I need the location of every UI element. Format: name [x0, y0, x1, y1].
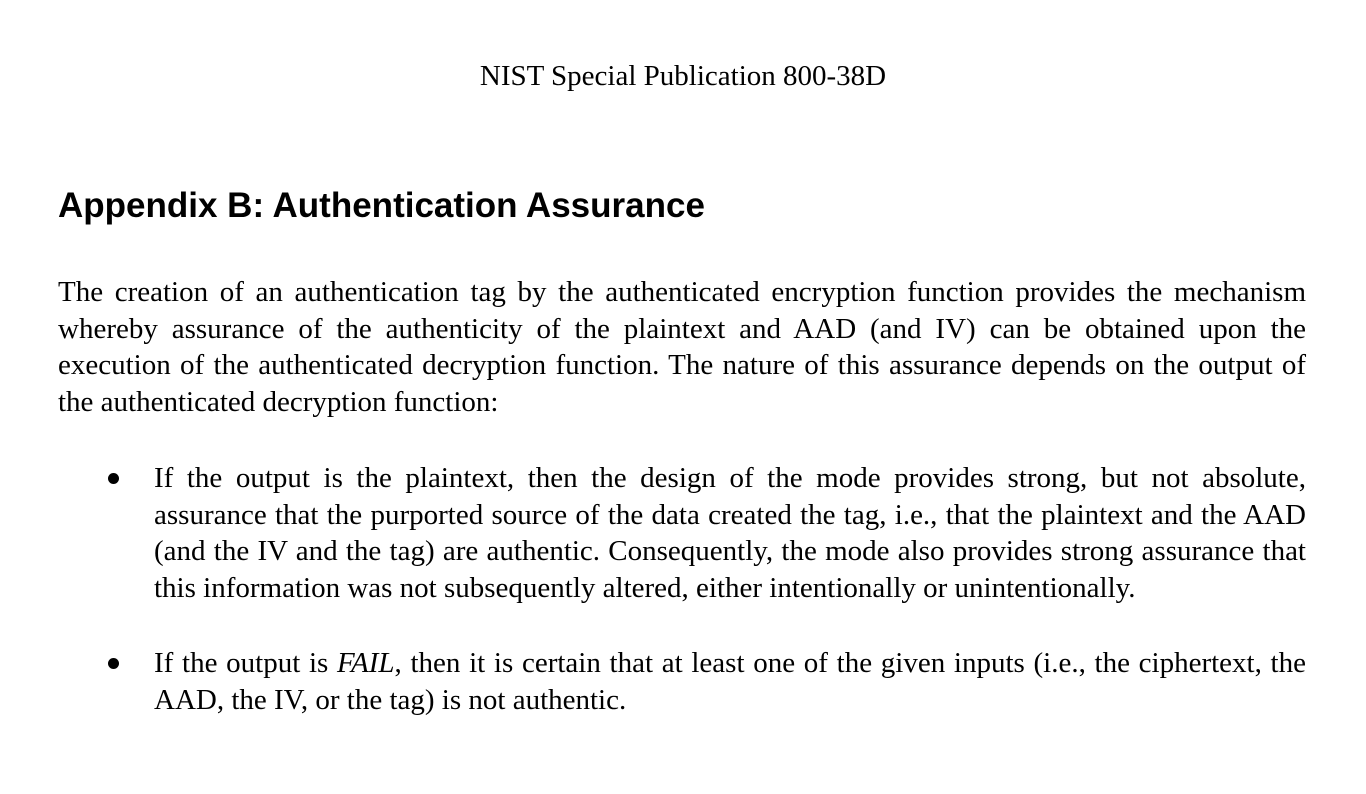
bullet-text-end: , then it is certain that at least one of the given inputs (i.e., the ciphertext, the AAD, the IV, or the tag) is not authentic.	[154, 646, 1306, 716]
bullet-item-fail	[0, 645, 1366, 718]
section-heading: Appendix B: Authentication Assurance	[58, 186, 705, 225]
bullet-text-start: If the output is	[154, 646, 338, 679]
running-header: NIST Special Publication 800-38D	[479, 60, 887, 92]
fail-emphasis: FAIL	[337, 646, 395, 679]
bullet-text	[154, 645, 1306, 718]
bullet-icon	[108, 473, 119, 484]
bullet-text: If the output is the plaintext, then the design of the mode provides strong, but not absolute, assurance that the purported source of the data created the tag, i.e., that the plaintext and the AAD (and the IV and the tag) are authentic. Consequently, the mode also provides strong assurance that this information was not subsequently altered, either intentionally or unintentionally.	[154, 462, 1306, 605]
bullet-item-plaintext	[0, 460, 1366, 607]
intro-paragraph: The creation of an authentication tag by the authenticated encryption function provides the mechanism whereby assurance of the authenticity of the plaintext and AAD (and IV) can be obtained upon the execution of the authenticated decryption function. The nature of this assurance depends on the output of the authenticated decryption function:	[58, 276, 1306, 419]
bullet-list	[0, 460, 1366, 756]
bullet-icon	[108, 658, 119, 669]
